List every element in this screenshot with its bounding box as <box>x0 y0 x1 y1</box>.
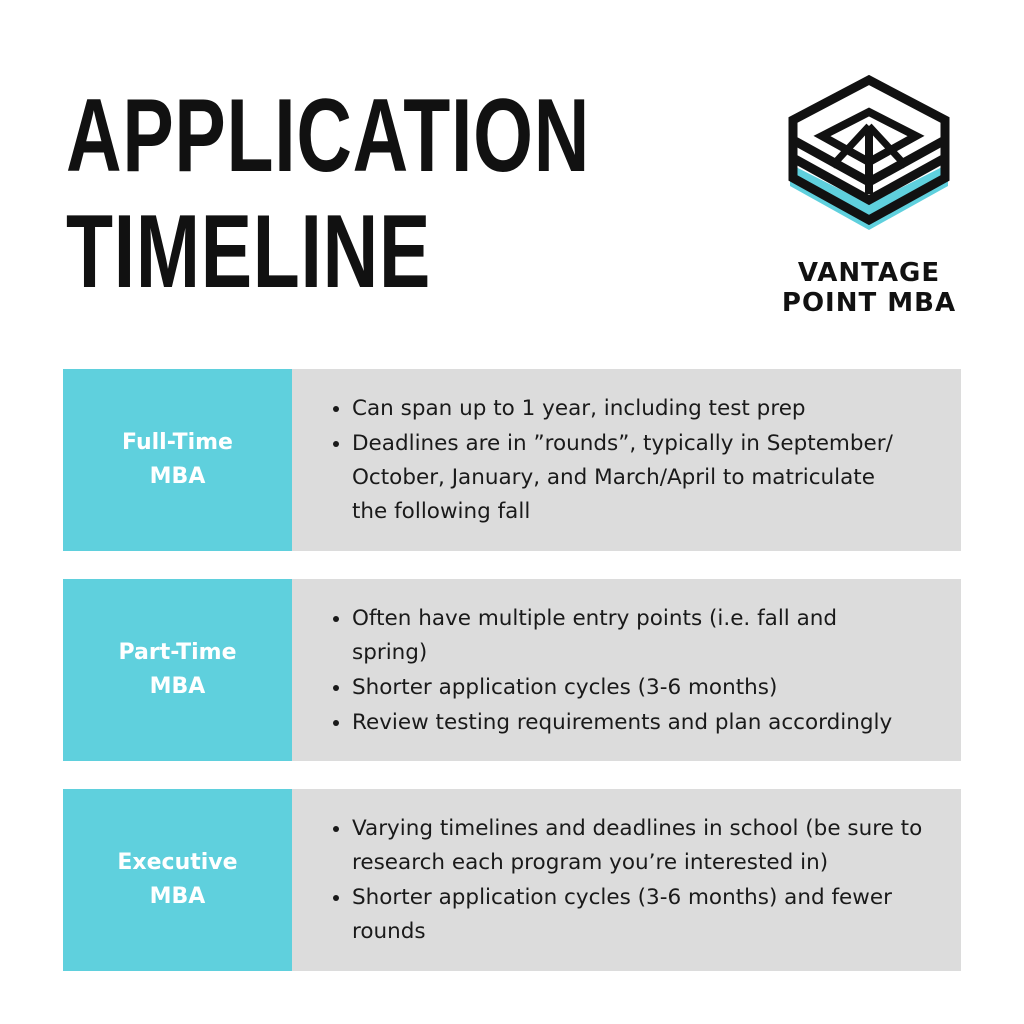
timeline-row-executive <box>63 789 961 971</box>
list-item: • Shorter application cycles (3-6 months) and fewer rounds <box>352 880 932 949</box>
row-body <box>292 579 961 761</box>
row-label-line-1: Executive <box>117 850 238 875</box>
row-body <box>292 369 961 551</box>
bullet-list <box>326 601 892 740</box>
row-label <box>63 789 292 971</box>
logo-line-2: POINT MBA <box>781 288 957 318</box>
list-item: • Deadlines are in ”rounds”, typically in September/ October, January, and March/April to matriculate the following fall <box>352 426 912 529</box>
row-label-line-2: MBA <box>149 884 206 909</box>
timeline-row-full-time <box>63 369 961 551</box>
row-label-line-1: Full-Time <box>122 430 233 455</box>
row-body <box>292 789 961 971</box>
list-item: • Review testing requirements and plan accordingly <box>352 705 892 740</box>
row-label-line-2: MBA <box>149 674 206 699</box>
row-label <box>63 369 292 551</box>
row-label-line-1: Part-Time <box>118 640 237 665</box>
title-line-1: APPLICATION <box>66 78 591 194</box>
list-item: • Often have multiple entry points (i.e. fall and spring) <box>352 601 882 670</box>
page-title <box>66 78 590 310</box>
bullet-list <box>326 811 932 949</box>
list-item: • Varying timelines and deadlines in school (be sure to research each program you’re interested in) <box>352 811 932 880</box>
stacked-diamond-logo-icon <box>782 74 956 254</box>
logo-line-1: VANTAGE <box>797 258 941 288</box>
vantage-point-logo <box>776 74 962 324</box>
row-label-line-2: MBA <box>149 464 206 489</box>
logo-wordmark <box>776 258 962 318</box>
list-item: • Can span up to 1 year, including test prep <box>352 391 912 426</box>
bullet-list <box>326 391 912 529</box>
row-label <box>63 579 292 761</box>
title-line-2: TIMELINE <box>66 194 432 310</box>
timeline-row-part-time <box>63 579 961 761</box>
list-item: • Shorter application cycles (3-6 months) <box>352 670 892 705</box>
